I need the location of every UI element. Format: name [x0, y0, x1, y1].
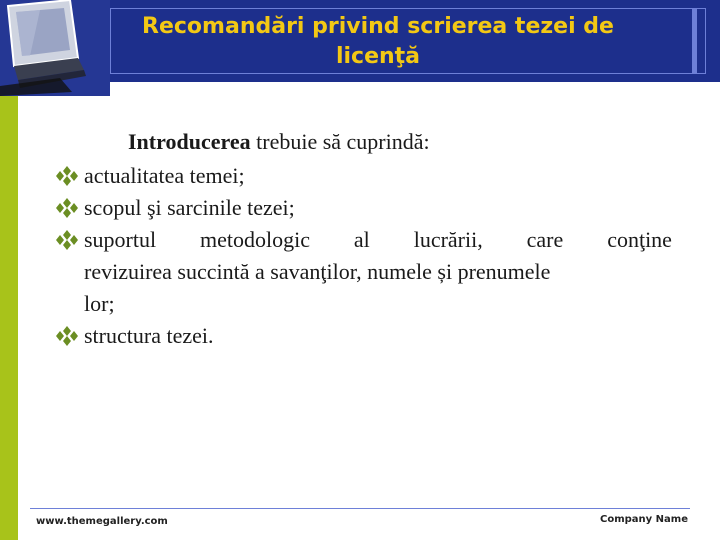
intro-bold: Introducerea — [128, 129, 251, 154]
slide-title: Recomandări privind scrierea tezei de licenţă — [142, 14, 614, 69]
word: lucrării, — [413, 227, 483, 252]
footer-website: www.themegallery.com — [36, 516, 168, 527]
word: conţine — [607, 227, 672, 252]
diamond-bullet-icon — [56, 198, 78, 218]
list-item-text: scopul şi sarcinile tezei; — [84, 195, 295, 220]
list-item-first-line — [84, 224, 672, 256]
list-item-line-2: revizuirea succintă a savanţilor, numele și prenumele — [84, 259, 551, 284]
list-item — [56, 224, 672, 320]
word: care — [526, 227, 564, 252]
monitor-logo-icon — [0, 0, 110, 96]
diamond-bullet-icon — [56, 230, 78, 250]
intro-text: trebuie să cuprindă: — [250, 129, 430, 154]
word: metodologic — [200, 227, 311, 252]
footer-company: Company Name — [600, 514, 688, 525]
list-item-line-3: lor; — [84, 291, 115, 316]
slide-body — [56, 126, 672, 352]
footer-divider — [30, 508, 690, 509]
list-item — [56, 192, 672, 224]
list-item-text: actualitatea temei; — [84, 163, 245, 188]
word: suportul — [84, 227, 157, 252]
intro-line — [56, 126, 672, 158]
diamond-bullet-icon — [56, 166, 78, 186]
list-item-text: structura tezei. — [84, 323, 214, 348]
diamond-bullet-icon — [56, 326, 78, 346]
title-accent-bar — [692, 8, 697, 74]
list-item — [56, 320, 672, 352]
list-item — [56, 160, 672, 192]
word: al — [353, 227, 370, 252]
left-accent-bar — [0, 96, 18, 540]
